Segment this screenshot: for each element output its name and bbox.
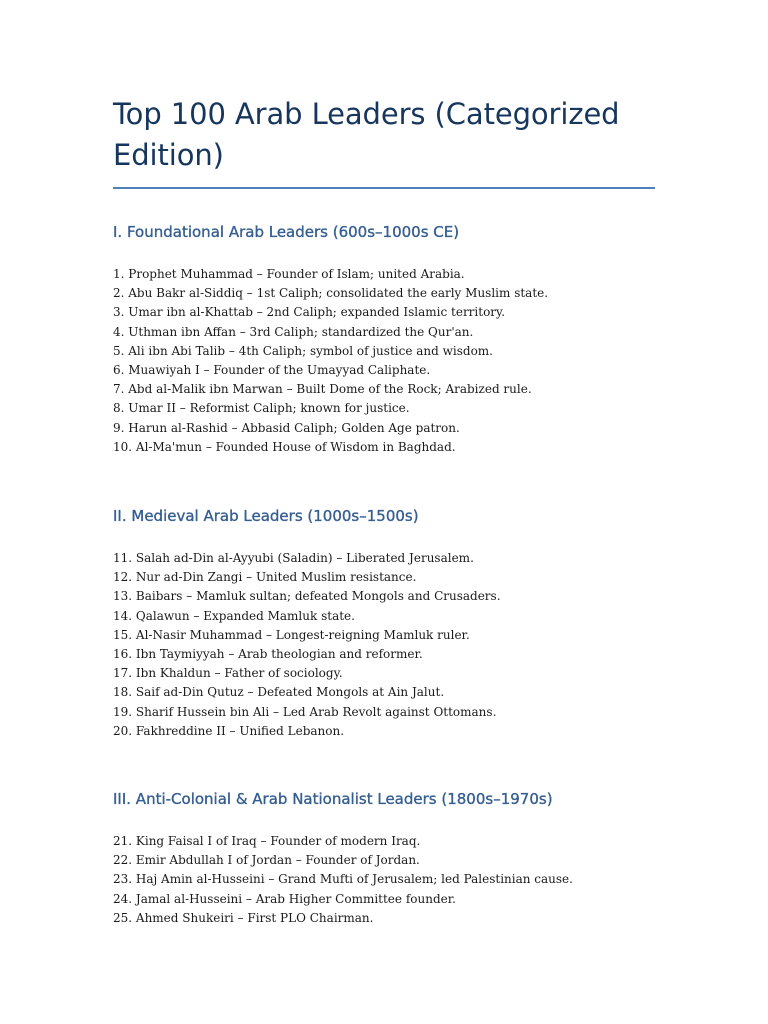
list-item: 2. Abu Bakr al-Siddiq – 1st Caliph; consolidated the early Muslim state. (113, 286, 549, 301)
title-underline-rule (113, 187, 655, 189)
section-anti-colonial (113, 789, 656, 928)
list-item: 21. King Faisal I of Iraq – Founder of modern Iraq. (113, 834, 421, 849)
list-item: 16. Ibn Taymiyyah – Arab theologian and reformer. (113, 647, 423, 662)
leader-list (113, 832, 656, 928)
list-item: 8. Umar II – Reformist Caliph; known for justice. (113, 401, 410, 416)
list-item: 11. Salah ad-Din al-Ayyubi (Saladin) – Liberated Jerusalem. (113, 551, 474, 566)
list-item: 19. Sharif Hussein bin Ali – Led Arab Revolt against Ottomans. (113, 704, 497, 719)
section-medieval (113, 506, 656, 741)
list-item: 10. Al-Ma'mun – Founded House of Wisdom in Baghdad. (113, 439, 456, 454)
list-item: 23. Haj Amin al-Husseini – Grand Mufti of Jerusalem; led Palestinian cause. (113, 872, 573, 887)
list-item: 25. Ahmed Shukeiri – First PLO Chairman. (113, 910, 374, 925)
section-heading: III. Anti-Colonial & Arab Nationalist Leaders (1800s–1970s) (113, 790, 553, 809)
section-heading: II. Medieval Arab Leaders (1000s–1500s) (113, 507, 419, 526)
document-title: Top 100 Arab Leaders (Categorized Edition) (113, 97, 620, 172)
list-item: 3. Umar ibn al-Khattab – 2nd Caliph; expanded Islamic territory. (113, 305, 506, 320)
list-item: 14. Qalawun – Expanded Mamluk state. (113, 608, 355, 623)
list-item: 1. Prophet Muhammad – Founder of Islam; united Arabia. (113, 267, 465, 281)
list-item: 18. Saif ad-Din Qutuz – Defeated Mongols at Ain Jalut. (113, 685, 445, 700)
list-item: 20. Fakhreddine II – Unified Lebanon. (113, 723, 345, 738)
list-item: 22. Emir Abdullah I of Jordan – Founder of Jordan. (113, 853, 420, 868)
list-item: 5. Ali ibn Abi Talib – 4th Caliph; symbol of justice and wisdom. (113, 343, 493, 358)
list-item: 4. Uthman ibn Affan – 3rd Caliph; standardized the Qur'an. (113, 324, 474, 339)
list-item: 24. Jamal al-Husseini – Arab Higher Committee founder. (113, 891, 456, 906)
list-item: 7. Abd al-Malik ibn Marwan – Built Dome of the Rock; Arabized rule. (113, 382, 532, 397)
leader-list (113, 549, 656, 741)
section-foundational (113, 222, 656, 457)
section-heading: I. Foundational Arab Leaders (600s–1000s CE) (113, 223, 460, 241)
list-item: 15. Al-Nasir Muhammad – Longest-reigning Mamluk ruler. (113, 627, 470, 642)
list-item: 17. Ibn Khaldun – Father of sociology. (113, 666, 343, 681)
list-item: 12. Nur ad-Din Zangi – United Muslim resistance. (113, 570, 417, 585)
list-item: 13. Baibars – Mamluk sultan; defeated Mongols and Crusaders. (113, 589, 501, 604)
list-item: 9. Harun al-Rashid – Abbasid Caliph; Golden Age patron. (113, 420, 460, 435)
leader-list (113, 265, 656, 457)
list-item: 6. Muawiyah I – Founder of the Umayyad Caliphate. (113, 363, 431, 378)
